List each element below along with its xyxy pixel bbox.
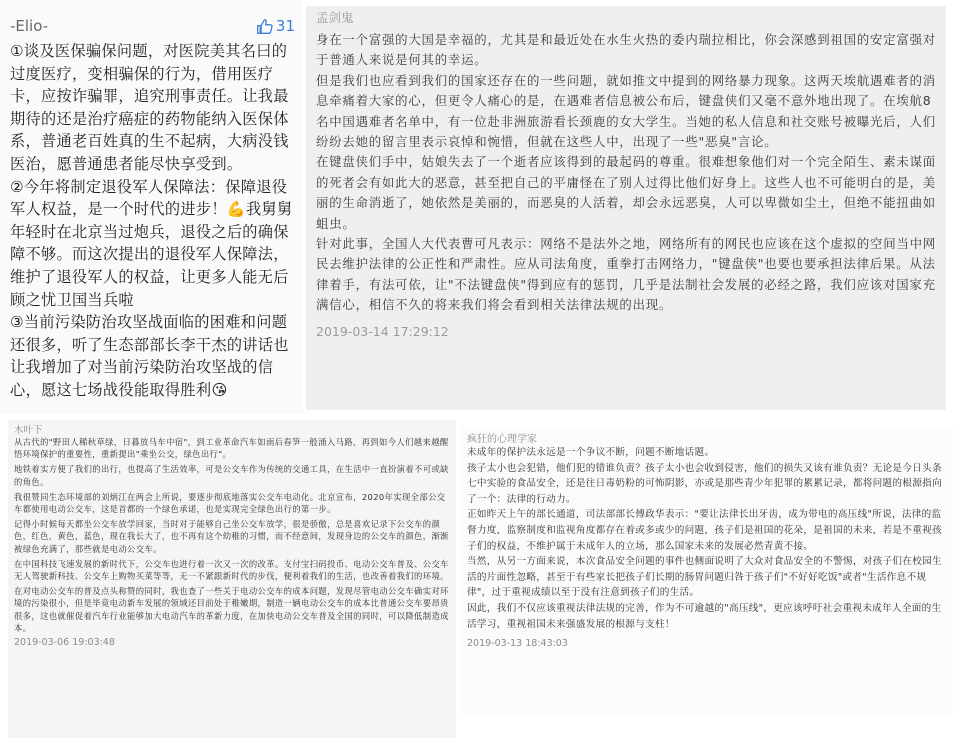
- comment-username[interactable]: 疯狂的心理学家: [467, 434, 537, 445]
- comment-timestamp: 2019-03-14 17:29:12: [316, 323, 449, 339]
- comment-paragraph: 未成年的保护法永远是一个争议不断，问题不断地话题。: [467, 447, 715, 458]
- comment-card-meng: [306, 6, 946, 410]
- comment-paragraph: 在中国科技飞速发展的新时代下，公交车也进行着一次又一次的改革。支付宝扫码投币、电动公交车普及、公交车无人驾驶新科技、公交车上购物买菜等等，无一不紧跟新时代的步伐，便利着我们的生活，也改善着我们的环境。: [14, 558, 449, 582]
- comment-paragraph: ②今年将制定退役军人保障法：保障退役军人权益，是一个时代的进步！💪我舅舅年轻时在北京当过炮兵，退役之后的确保障不够。而这次提出的退役军人保障法，维护了退役军人的权益，让更多人能无后顾之忧卫国当兵啦: [10, 177, 293, 309]
- comment-paragraph: 地铁着实方便了我们的出行，也提高了生活效率，可是公交车作为传统的交通工具，在生活中一直扮演着不可或缺的角色。: [14, 464, 449, 487]
- thumbs-up-icon: [256, 18, 273, 35]
- comment-card-elio: [0, 0, 303, 414]
- comment-card-psychologist: [461, 428, 953, 714]
- comment-paragraph: 但是我们也应看到我们的国家还存在的一些问题，就如推文中提到的网络暴力现象。这两天埃航遇难者的消息牵痛着大家的心，但更令人痛心的是，在遇难者信息被公布后，键盘侠们又毫不意外地出现了。在埃航8名中国遇难者名单中，有一位赴非洲旅游看长颈鹿的女大学生。当她的私人信息和社交账号被曝光后，人们纷纷去她的留言里表示哀悼和惋惜，但就在这些人中，出现了一些"恶臭"言论。: [316, 72, 936, 150]
- comment-paragraph: 身在一个富强的大国是幸福的，尤其是和最近处在水生火热的委内瑞拉相比，你会深感到祖国的安定富强对于普通人来说是何其的幸运。: [316, 32, 936, 68]
- comment-paragraph: 因此，我们不仅应该重视法律法规的完善，作为不可逾越的"高压线"，更应该呼吁社会重视未成年人全面的生活学习，重视祖国未来强盛发展的根源与支柱！: [467, 602, 942, 630]
- comment-header: [10, 12, 295, 40]
- like-count: 31: [275, 17, 295, 35]
- comment-paragraph: ①谈及医保骗保问题，对医院美其名曰的过度医疗，变相骗保的行为，借用医疗卡，应按诈骗罪，追究刑事责任。让我最期待的还是治疗癌症的药物能纳入医保体系，普通老百姓真的生不起病，大病没钱医治，愿普通患者能尽快享受到。: [10, 42, 289, 173]
- comment-paragraph: ③当前污染防治攻坚战面临的困难和问题还很多，听了生态部部长李干杰的讲话也让我增加了对当前污染防治攻坚战的信心，愿这七场战役能取得胜利😘: [10, 313, 289, 399]
- comment-username[interactable]: 木叶下: [14, 425, 43, 436]
- comment-card-muye: [8, 420, 456, 738]
- comment-paragraph: 记得小时候每天都坐公交车放学回家，当时对于能够自己坐公交车放学，很是骄傲，总是喜欢记录下公交车的颜色，红色，黄色，蓝色，现在我长大了，也不再有这个幼稚的习惯，而不经意间，发现身边的公交车的颜色，渐渐被绿色充满了，那些就是电动公交车。: [14, 519, 449, 554]
- comment-paragraph: 在对电动公交车的普及点头称赞的同时，我也查了一些关于电动公交车的成本问题，发现尽管电动公交车确实对环境的污染很小，但是毕竟电动新车发展的领域还目前处于稚嫩期，制造一辆电动公交车的成本比普通公交车要昂贵很多，这也就催促着汽车行业能够加大电动汽车的革新力度，在加快电动公交车普及全国的同时，可以降低制造成本。: [14, 586, 449, 633]
- comment-paragraph: 孩子太小也会犯错，他们犯的错谁负责？孩子太小也会收到侵害，他们的损失又该有谁负责？无论是今日头条七中实验的食品安全，还是往日毒奶粉的可怖阴影，亦或是那些青少年犯罪的累累记录，都将问题的根源指向了一个：法律的行动力。: [467, 462, 942, 505]
- comment-username[interactable]: 孟剑鬼: [316, 10, 354, 25]
- comment-timestamp: 2019-03-13 18:43:03: [467, 638, 568, 650]
- comment-body: [10, 40, 295, 402]
- comment-paragraph: 在键盘侠们手中，姑娘失去了一个逝者应该得到的最起码的尊重。很难想象他们对一个完全陌生、素未谋面的死者会有如此大的恶意，甚至把自己的平庸怪在了别人过得比他们好身上。这些人也不可能明白的是，美丽的生命消逝了，她依然是美丽的，而恶臭的人活着，却会永远恶臭，人可以卑微如尘土，但绝不能扭曲如蛆虫。: [316, 154, 936, 231]
- comment-body: [14, 436, 450, 634]
- comment-timestamp: 2019-03-06 19:03:48: [14, 637, 115, 649]
- comment-paragraph: 从古代的"野田人稀秋草绿，日暮放马车中宿"，到工业革命汽车如雨后春笋一般涌入马路，再到如今人们越来越醒悟环境保护的重要性，重新提出"乘坐公交，绿色出行"。: [14, 437, 449, 460]
- comment-paragraph: 针对此事，全国人大代表曹可凡表示：网络不是法外之地，网络所有的网民也应该在这个虚拟的空间当中网民去维护法律的公正性和严肃性。应从司法角度，重拳打击网络力，"键盘侠"也要也要承担法律后果。从法律着手，有法可依，让"不法键盘侠"得到应有的惩罚，几乎是法制社会发展的必经之路，我们应该对国家充满信心，相信不久的将来我们将会看到相关法律法规的出现。: [316, 236, 936, 313]
- comment-paragraph: 正如昨天上午的部长通道，司法部部长傅政华表示："要让法律长出牙齿，成为带电的高压线"所说，法律的监督力度，监察制度和监视角度都存在着或多或少的问题，孩子们是祖国的花朵，是祖国的未来，若是不重视孩子们的权益，不维护属于未成年人的立场，那么国家未来的发展必然青黄不接。: [467, 509, 942, 552]
- comment-body: [467, 445, 947, 632]
- like-button[interactable]: [256, 17, 295, 35]
- comment-paragraph: 我很赞同生态环境部的刘炳江在两会上所说，要逐步彻底地落实公交车电动化。北京宣布，2020年实现全部公交车都使用电动公交车，这是首都的一个绿色承诺，也是实现完全绿色出行的第一步。: [14, 491, 446, 515]
- comment-username[interactable]: -Elio-: [10, 17, 49, 35]
- comment-body: [316, 30, 936, 316]
- comment-paragraph: 当然，从另一方面来说，本次食品安全问题的事件也侧面说明了大众对食品安全的不警惕，对孩子们在校园生活的片面性忽略，甚至于有些家长把孩子们长期的肠胃问题归咎于孩子们"不好好吃饭"或者"生活作息不规律"，过于重视成绩以至于没有注意到孩子们的生活。: [467, 556, 942, 599]
